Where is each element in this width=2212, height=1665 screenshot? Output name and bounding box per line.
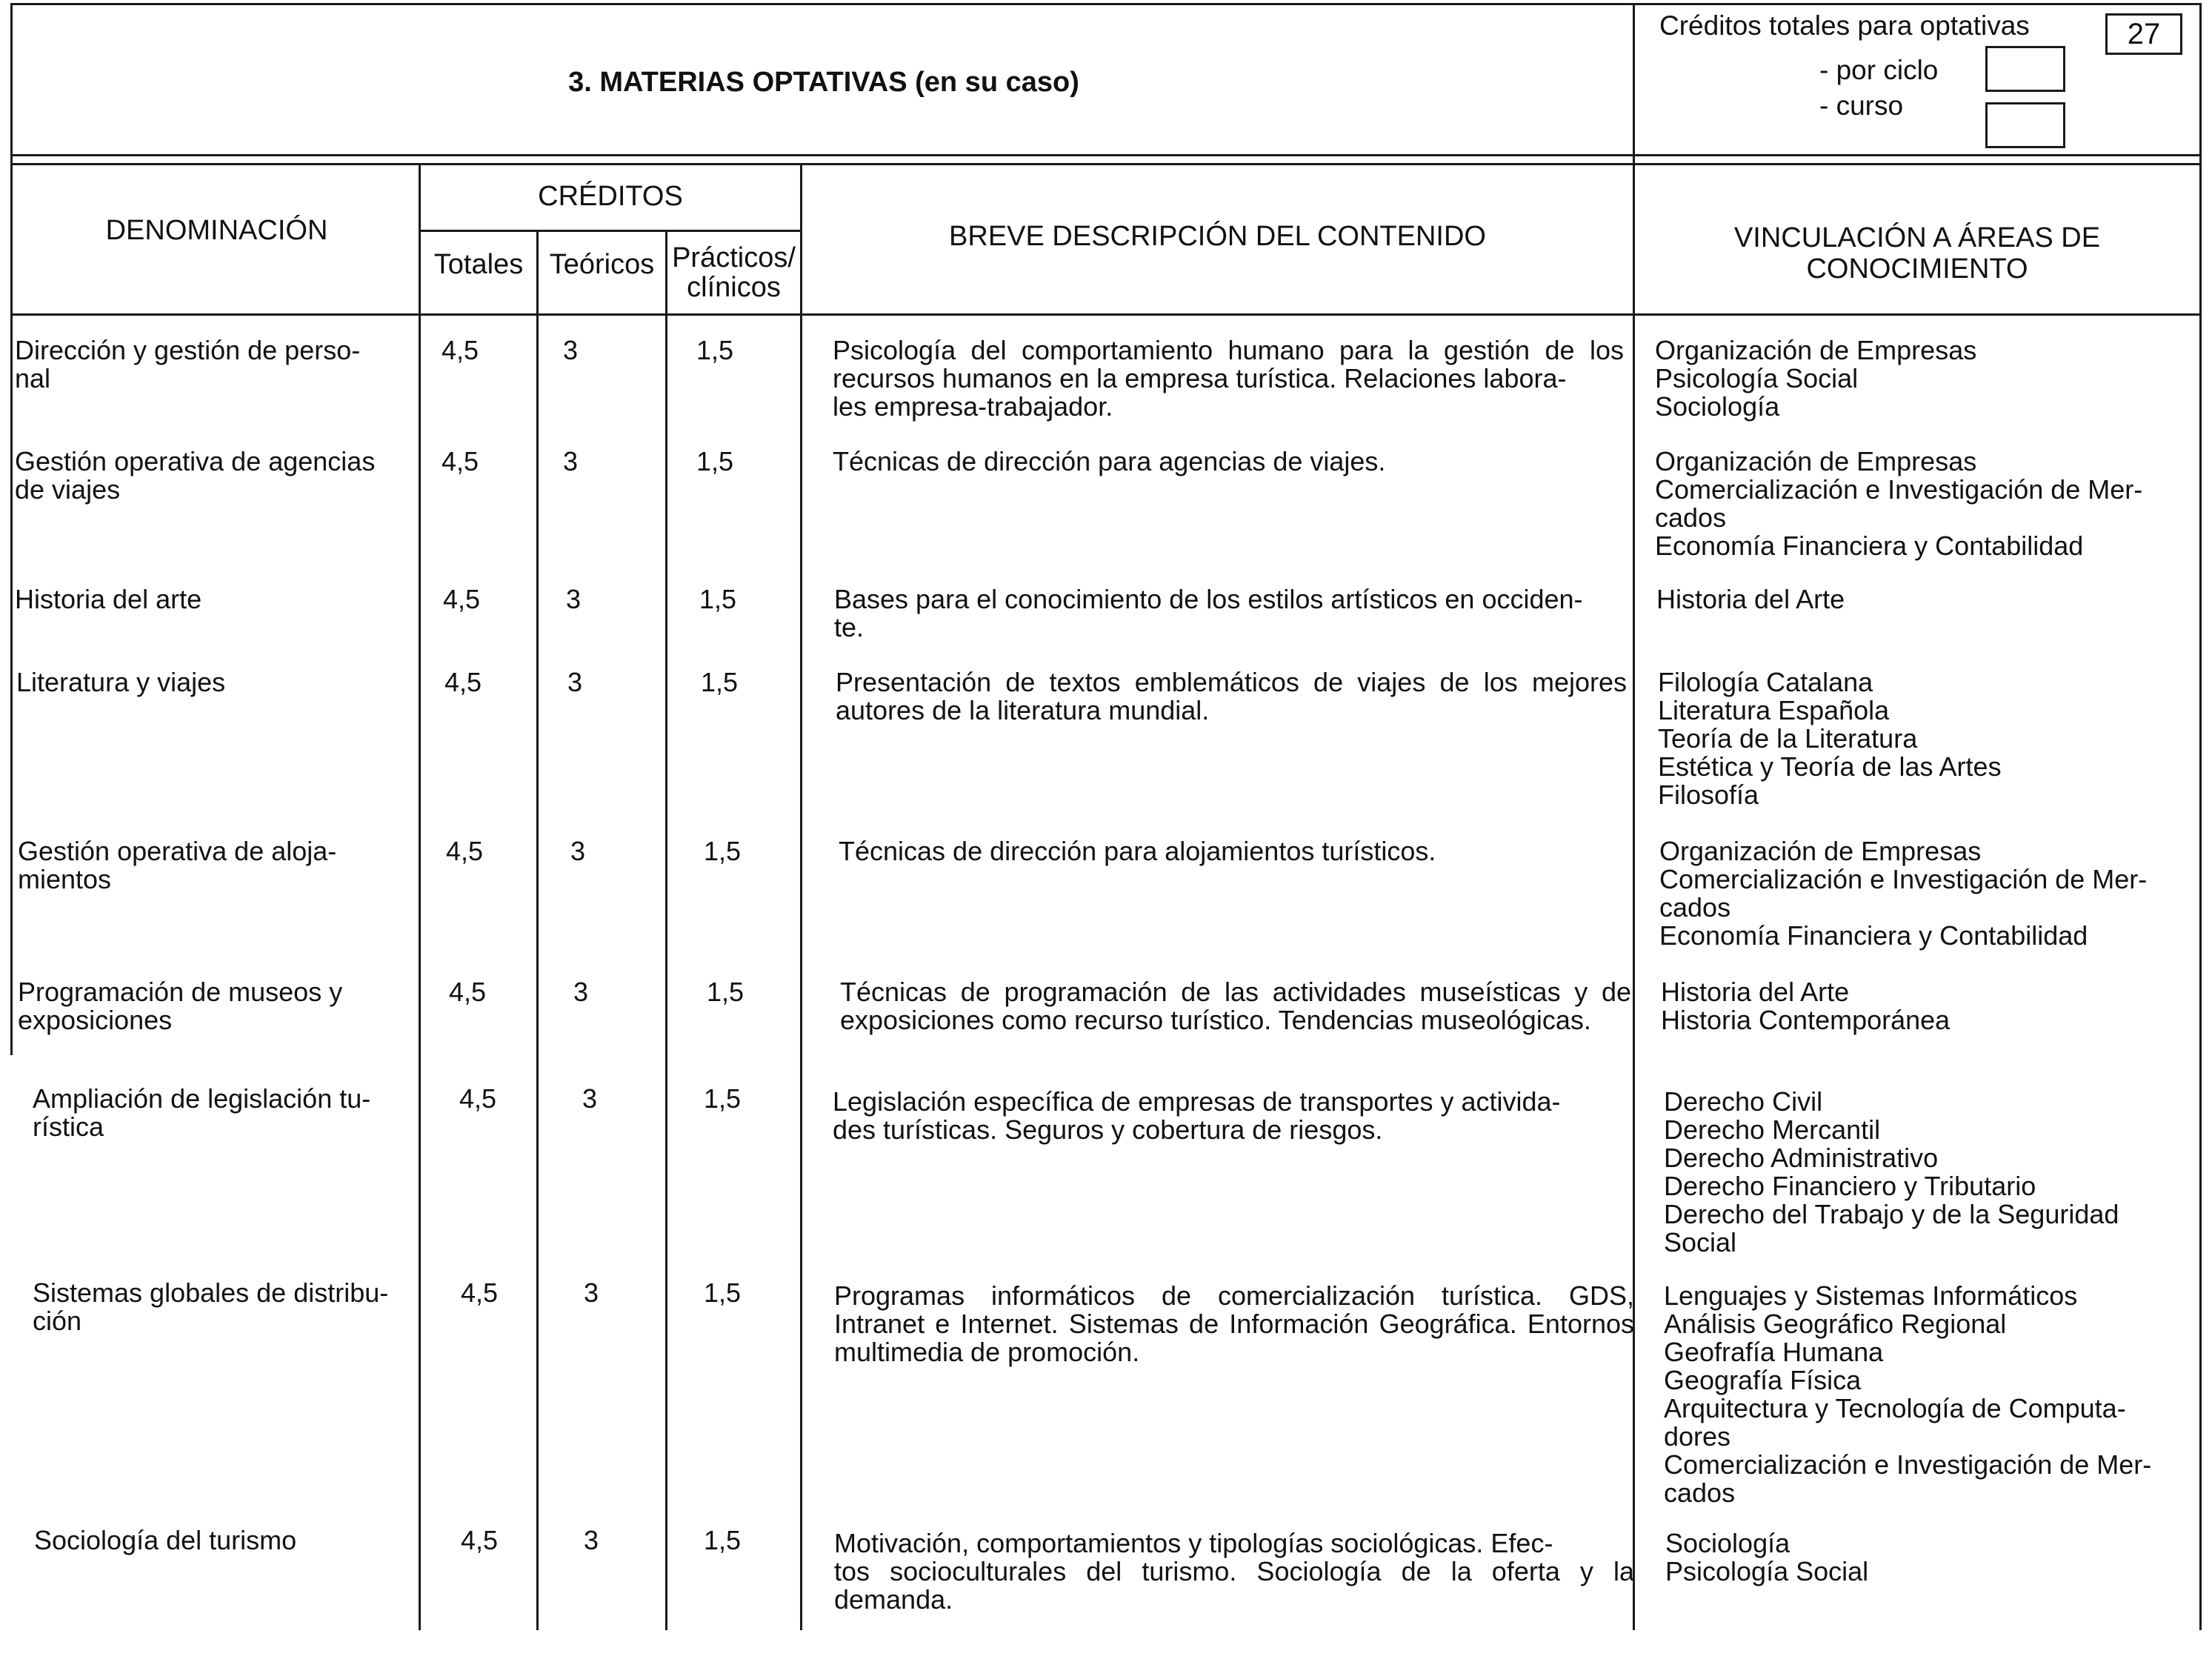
row-areas: Sociología Psicología Social <box>1665 1528 1869 1586</box>
row-practicos: 1,5 <box>696 446 734 476</box>
row-totales: 4,5 <box>442 446 479 476</box>
col-header-teoricos: Teóricos <box>549 249 655 280</box>
row-denominacion: Gestión operativa de aloja- mientos <box>18 836 337 894</box>
row-practicos: 1,5 <box>704 836 742 866</box>
row-descripcion: Técnicas de dirección para agencias de viajes. <box>833 446 1386 476</box>
col-header-creditos: CRÉDITOS <box>538 181 683 212</box>
row-denominacion: Gestión operativa de agencias de viajes <box>15 446 376 505</box>
row-totales: 4,5 <box>446 836 484 866</box>
row-descripcion: Motivación, comportamientos y tipologías sociológicas. Efec- tos socioculturales del turismo. Sociología de la oferta y la demanda. <box>834 1528 1634 1615</box>
row-areas: Historia del Arte Historia Contemporánea <box>1661 977 1951 1035</box>
row-areas: Organización de Empresas Comercialización e Investigación de Mer- cados Economía Financiera y Contabilidad <box>1655 446 2143 561</box>
header-bottom-line-2 <box>10 163 2202 165</box>
row-practicos: 1,5 <box>704 1083 742 1114</box>
row-teoricos: 3 <box>570 836 586 866</box>
row-teoricos: 3 <box>582 1083 598 1114</box>
col-header-descripcion: BREVE DESCRIPCIÓN DEL CONTENIDO <box>949 221 1486 252</box>
credits-total-label: Créditos totales para optativas <box>1659 10 2030 41</box>
creditos-divider-line <box>419 230 802 232</box>
row-teoricos: 3 <box>567 667 583 697</box>
por-ciclo-label: - por ciclo <box>1819 55 1939 85</box>
col-header-totales: Totales <box>433 249 524 280</box>
row-practicos: 1,5 <box>701 667 739 697</box>
page-title: 3. MATERIAS OPTATIVAS (en su caso) <box>568 67 1079 98</box>
row-totales: 4,5 <box>444 667 482 697</box>
col-header-vinculacion: VINCULACIÓN A ÁREAS DE CONOCIMIENTO <box>1733 222 2101 285</box>
curso-label: - curso <box>1819 90 1904 121</box>
row-teoricos: 3 <box>563 335 579 365</box>
por-ciclo-box <box>1985 46 2065 92</box>
row-denominacion: Historia del arte <box>15 584 202 614</box>
col-line-practicos <box>800 163 802 1630</box>
col-header-practicos: Prácticos/ clínicos <box>672 242 796 303</box>
row-descripcion: Técnicas de dirección para alojamientos turísticos. <box>839 836 1436 866</box>
row-teoricos: 3 <box>584 1525 599 1555</box>
credits-total-box: 27 <box>2105 13 2182 55</box>
row-teoricos: 3 <box>584 1277 599 1308</box>
row-areas: Lenguajes y Sistemas Informáticos Análisis Geográfico Regional Geofrafía Humana Geografía Física Arquitectura y Tecnología de Computa- dores Comercialización e Investigación de Mer- cados <box>1664 1280 2152 1508</box>
col-line-denominacion <box>419 163 421 1630</box>
row-teoricos: 3 <box>563 446 579 476</box>
row-descripcion: Programas informáticos de comercialización turística. GDS, Intranet e Internet. Sistemas de Información Geográfica. Entornos multimedia de promoción. <box>834 1280 1634 1367</box>
row-totales: 4,5 <box>461 1525 499 1555</box>
row-areas: Organización de Empresas Comercialización e Investigación de Mer- cados Economía Financiera y Contabilidad <box>1659 836 2148 951</box>
row-areas: Historia del Arte <box>1656 584 1845 614</box>
row-teoricos: 3 <box>573 977 589 1007</box>
col-header-denominacion: DENOMINACIÓN <box>105 215 328 246</box>
row-totales: 4,5 <box>459 1083 497 1114</box>
row-descripcion: Bases para el conocimiento de los estilos artísticos en occiden- te. <box>834 584 1583 642</box>
row-totales: 4,5 <box>449 977 487 1007</box>
row-areas: Derecho Civil Derecho Mercantil Derecho Administrativo Derecho Financiero y Tributario Derecho del Trabajo y de la Seguridad Social <box>1664 1086 2119 1257</box>
row-denominacion: Dirección y gestión de perso- nal <box>15 335 361 393</box>
row-practicos: 1,5 <box>707 977 744 1007</box>
header-bottom-line <box>10 154 2202 156</box>
row-practicos: 1,5 <box>704 1525 742 1555</box>
column-header-bottom-line <box>10 313 2202 316</box>
row-descripcion: Psicología del comportamiento humano para la gestión de los recursos humanos en la empresa turística. Relaciones labora- les empresa-trabajador. <box>833 335 1624 422</box>
row-totales: 4,5 <box>442 335 479 365</box>
row-totales: 4,5 <box>461 1277 499 1308</box>
col-line-totales <box>536 230 539 1630</box>
row-denominacion: Sistemas globales de distribu- ción <box>33 1277 389 1336</box>
row-areas: Filología Catalana Literatura Española Teoría de la Literatura Estética y Teoría de las Artes Filosofía <box>1658 667 2002 810</box>
row-denominacion: Sociología del turismo <box>34 1525 297 1555</box>
row-teoricos: 3 <box>566 584 582 614</box>
row-descripcion: Técnicas de programación de las actividades museísticas y de exposiciones como recurso turístico. Tendencias museológicas. <box>840 977 1631 1035</box>
row-denominacion: Ampliación de legislación tu- rística <box>33 1083 371 1142</box>
row-practicos: 1,5 <box>699 584 737 614</box>
row-practicos: 1,5 <box>696 335 734 365</box>
row-totales: 4,5 <box>443 584 481 614</box>
frame-right-line <box>2199 3 2202 1630</box>
row-practicos: 1,5 <box>704 1277 742 1308</box>
curso-box <box>1985 102 2065 148</box>
row-denominacion: Literatura y viajes <box>16 667 226 697</box>
row-descripcion: Legislación específica de empresas de transportes y activida- des turísticas. Seguros y cobertura de riesgos. <box>833 1086 1561 1145</box>
frame-left-line <box>10 3 13 1055</box>
row-descripcion: Presentación de textos emblemáticos de viajes de los mejores autores de la literatura mundial. <box>836 667 1627 725</box>
col-line-teoricos <box>665 230 667 1630</box>
row-areas: Organización de Empresas Psicología Social Sociología <box>1655 335 1977 422</box>
row-denominacion: Programación de museos y exposiciones <box>18 977 343 1035</box>
frame-top-line <box>10 3 2202 5</box>
